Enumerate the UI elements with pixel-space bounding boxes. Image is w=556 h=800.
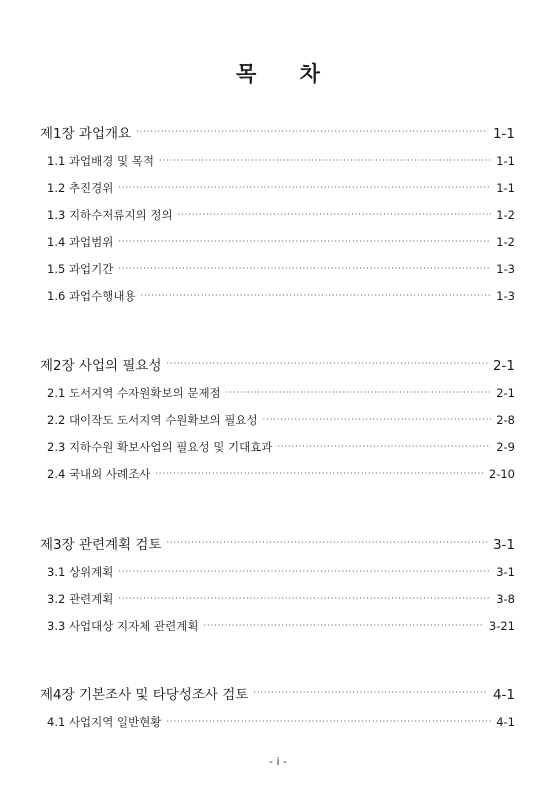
toc-section-2-2[interactable] (47, 412, 515, 428)
toc-entry-page: 1-1 (492, 126, 515, 142)
toc-section-2-1[interactable] (47, 385, 515, 401)
toc-section-2-3[interactable] (47, 439, 515, 455)
toc-leader-dots (203, 622, 483, 630)
toc-entry-page: 2-10 (488, 467, 515, 481)
toc-leader-dots (141, 292, 492, 300)
toc-leader-dots (167, 539, 488, 547)
toc-entry-page: 4-1 (496, 715, 515, 729)
toc-entry-page: 1-3 (496, 262, 515, 276)
toc-entry-text: 1.2 추진경위 (47, 181, 114, 195)
toc-entry-text: 2.2 대이작도 도서지역 수원확보의 필요성 (47, 413, 258, 427)
toc-entry-text: 2.1 도서지역 수자원확보의 문제점 (47, 386, 221, 400)
toc-entry-page: 1-2 (496, 208, 515, 222)
toc-entry-page: 2-9 (496, 440, 515, 454)
toc-entry-page: 2-1 (492, 358, 515, 374)
toc-chapter-2[interactable] (40, 354, 515, 374)
toc-leader-dots (118, 184, 491, 192)
toc-entry-page: 1-2 (496, 235, 515, 249)
toc-entry-text: 3.2 관련계획 (47, 592, 114, 606)
toc-entry-page: 3-21 (488, 619, 515, 633)
toc-section-1-3[interactable] (47, 207, 515, 223)
toc-chapter-3[interactable] (40, 533, 515, 553)
toc-leader-dots (226, 389, 492, 397)
toc-leader-dots (118, 238, 491, 246)
toc-section-1-1[interactable] (47, 153, 515, 169)
toc-section-1-4[interactable] (47, 234, 515, 250)
toc-section-1-2[interactable] (47, 180, 515, 196)
toc-entry-page: 3-1 (496, 565, 515, 579)
toc-chapter-1[interactable] (40, 122, 515, 142)
toc-entry-text: 1.3 지하수저류지의 정의 (47, 208, 173, 222)
toc-leader-dots (263, 416, 492, 424)
toc-leader-dots (166, 718, 491, 726)
toc-entry-text: 2.4 국내외 사례조사 (47, 467, 151, 481)
toc-entry-page: 3-8 (496, 592, 515, 606)
toc-entry-page: 1-1 (496, 154, 515, 168)
toc-leader-dots (167, 360, 488, 368)
toc-section-3-3[interactable] (47, 618, 515, 634)
toc-section-1-6[interactable] (47, 288, 515, 304)
toc-leader-dots (118, 595, 491, 603)
page-number-footer: - i - (269, 755, 287, 768)
toc-leader-dots (253, 689, 488, 697)
toc-leader-dots (277, 443, 491, 451)
page-title: 목 차 (236, 62, 338, 86)
toc-entry-text: 제2장 사업의 필요성 (40, 358, 162, 374)
toc-entry-text: 4.1 사업지역 일반현황 (47, 715, 162, 729)
toc-section-3-1[interactable] (47, 564, 515, 580)
toc-entry-text: 3.1 상위계획 (47, 565, 114, 579)
toc-entry-page: 1-3 (496, 289, 515, 303)
toc-leader-dots (155, 470, 484, 478)
toc-entry-text: 제3장 관련계획 검토 (40, 537, 162, 553)
toc-section-3-2[interactable] (47, 591, 515, 607)
toc-chapter-4[interactable] (40, 683, 515, 703)
toc-leader-dots (118, 265, 491, 273)
toc-entry-page: 2-8 (496, 413, 515, 427)
toc-entry-text: 3.3 사업대상 지자체 관련계획 (47, 619, 199, 633)
toc-entry-text: 2.3 지하수원 확보사업의 필요성 및 기대효과 (47, 440, 273, 454)
toc-entry-text: 제4장 기본조사 및 타당성조사 검토 (40, 687, 249, 703)
toc-entry-page: 4-1 (492, 687, 515, 703)
toc-leader-dots (178, 211, 492, 219)
toc-leader-dots (118, 568, 491, 576)
toc-section-2-4[interactable] (47, 466, 515, 482)
toc-section-4-1[interactable] (47, 714, 515, 730)
toc-entry-text: 제1장 과업개요 (40, 126, 132, 142)
toc-entry-page: 3-1 (492, 537, 515, 553)
toc-entry-text: 1.6 과업수행내용 (47, 289, 136, 303)
toc-leader-dots (136, 128, 488, 136)
toc-entry-page: 1-1 (496, 181, 515, 195)
toc-entry-page: 2-1 (496, 386, 515, 400)
toc-entry-text: 1.5 과업기간 (47, 262, 114, 276)
toc-section-1-5[interactable] (47, 261, 515, 277)
toc-leader-dots (159, 157, 491, 165)
toc-entry-text: 1.1 과업배경 및 목적 (47, 154, 155, 168)
toc-entry-text: 1.4 과업범위 (47, 235, 114, 249)
